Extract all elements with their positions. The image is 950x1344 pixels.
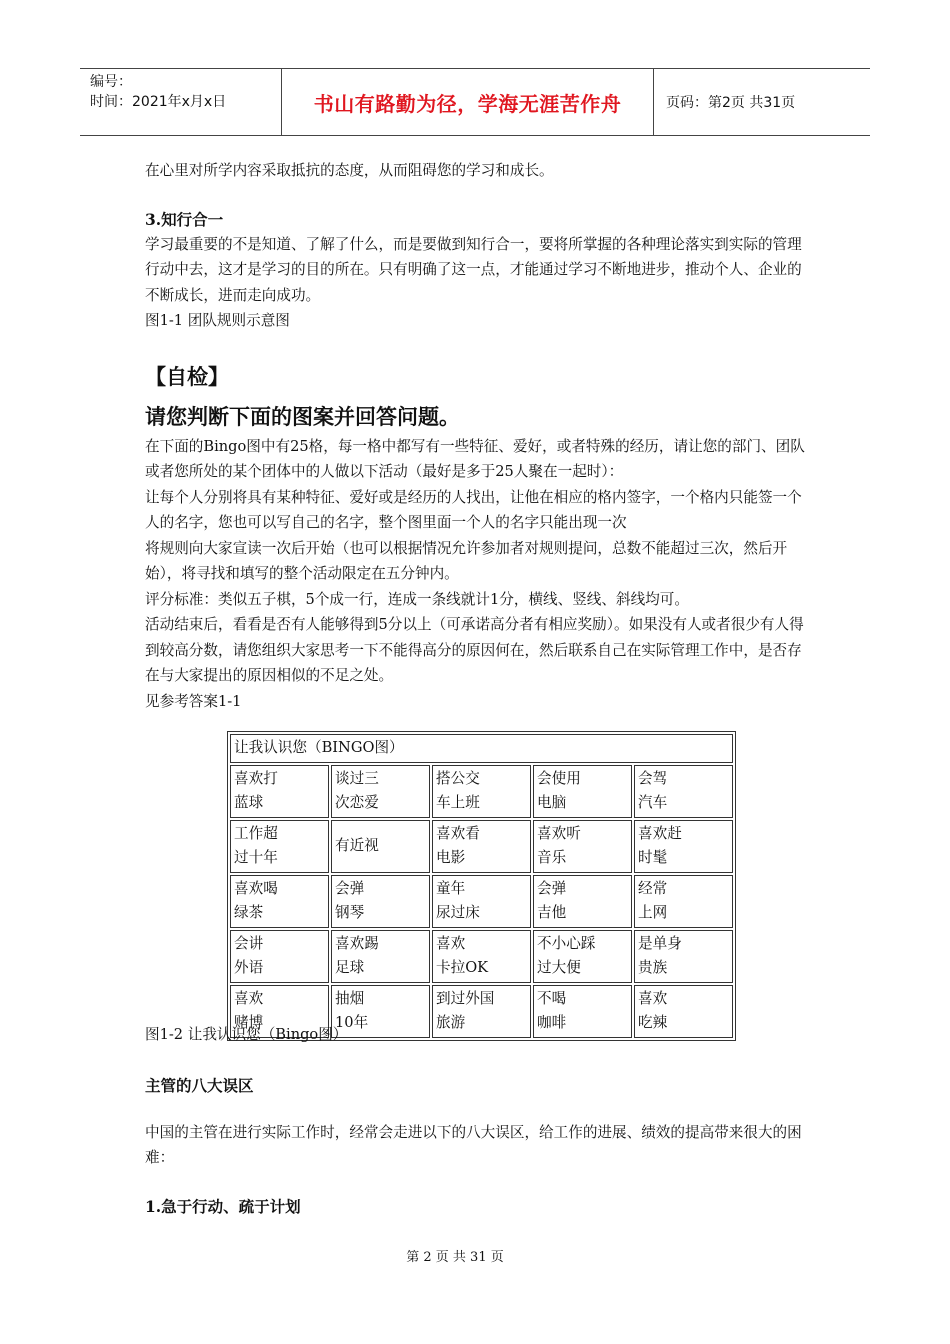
- bingo-cell-line: 抽烟: [335, 989, 365, 1007]
- bingo-cell-line: 喜欢: [638, 989, 668, 1007]
- bingo-cell-line: 经常: [638, 879, 668, 897]
- bingo-cell-line: 过大便: [537, 959, 581, 976]
- paragraph-eight-pitfalls: 中国的主管在进行实际工作时，经常会走进以下的八大误区，给工作的进展、绩效的提高带来很大的困难：: [145, 1123, 802, 1166]
- heading-question: 请您判断下面的图案并回答问题。: [145, 403, 460, 429]
- bingo-cell: [331, 930, 430, 983]
- page-footer: [0, 1246, 950, 1265]
- bingo-cell: [634, 820, 733, 873]
- bingo-cell: [331, 875, 430, 928]
- reference-answer: 见参考答案1-1: [145, 692, 242, 710]
- bingo-cell-line: 赌博: [234, 1014, 264, 1031]
- bingo-cell: [533, 765, 632, 818]
- paragraph-bingo-rule: 让每个人分别将具有某种特征、爱好或是经历的人找出，让他在相应的格内签字，一个格内只能签一个人的名字，您也可以写自己的名字，整个图里面一个人的名字只能出现一次: [145, 488, 802, 531]
- header-date: 时间：2021年x月x日: [90, 94, 227, 110]
- bingo-row: [230, 820, 733, 873]
- bingo-cell-line: 喜欢看: [436, 824, 480, 842]
- paragraph-resistance: 在心里对所学内容采取抵抗的态度，从而阻碍您的学习和成长。: [145, 162, 554, 179]
- bingo-cell-line: 喜欢听: [537, 824, 581, 842]
- paragraph-after-activity: 活动结束后，看看是否有人能够得到5分以上（可承诺高分者有相应奖励）。如果没有人或者很少有人得到较高分数，请您组织大家思考一下不能得高分的原因何在，然后联系自己在实际管理工作中，是否存在与大家提出的原因相似的不足之处。: [145, 616, 804, 684]
- bingo-cell-line: 咖啡: [537, 1014, 567, 1031]
- bingo-cell: [432, 875, 531, 928]
- bingo-cell: [634, 875, 733, 928]
- footer-page-number: 第 2 页 共 31 页: [406, 1250, 504, 1265]
- paragraph-scoring: 评分标准：类似五子棋，5个成一行，连成一条线就计1分，横线、竖线、斜线均可。: [145, 590, 689, 608]
- bingo-cell-line: 足球: [335, 959, 365, 976]
- header-motto-cell: [282, 69, 654, 135]
- bingo-cell-line: 喜欢: [436, 934, 466, 952]
- bingo-cell-line: 电脑: [537, 794, 567, 811]
- bingo-cell-line: 会弹: [335, 879, 365, 897]
- bingo-cell: [533, 930, 632, 983]
- bingo-cell-line: 上网: [638, 904, 668, 921]
- bingo-cell-line: 到过外国: [436, 989, 495, 1007]
- bingo-cell-line: 会弹: [537, 879, 567, 897]
- heading-pitfall-1: 1.急于行动、疏于计划: [145, 1196, 301, 1216]
- bingo-row: [230, 930, 733, 983]
- bingo-cell-line: 吃辣: [638, 1014, 668, 1031]
- bingo-cell-line: 10年: [335, 1014, 369, 1031]
- bingo-cell-line: 不喝: [537, 989, 567, 1007]
- bingo-cell: [230, 820, 329, 873]
- bingo-cell-line: 次恋爱: [335, 794, 379, 811]
- header-meta: [80, 69, 282, 135]
- figure-caption-1-2: 图1-2 让我认识您（Bingo图）: [145, 1026, 348, 1043]
- bingo-cell-line: 不小心踩: [537, 934, 596, 952]
- paragraph-bingo-start: 将规则向大家宣读一次后开始（也可以根据情况允许参加者对规则提问，总数不能超过三次，然后开始），将寻找和填写的整个活动限定在五分钟内。: [145, 539, 788, 582]
- bingo-cell-line: 吉他: [537, 904, 567, 921]
- heading-zhixing-heyi: 3.知行合一: [145, 209, 224, 229]
- heading-self-check: 【自检】: [145, 363, 229, 389]
- bingo-cell: [634, 765, 733, 818]
- bingo-cell-line: 谈过三: [335, 769, 379, 787]
- bingo-cell-line: 是单身: [638, 934, 682, 952]
- bingo-title: 让我认识您（BINGO图）: [230, 734, 733, 763]
- bingo-cell-line: 童年: [436, 879, 466, 897]
- bingo-cell-line: 会讲: [234, 934, 264, 952]
- bingo-cell-line: 会驾: [638, 769, 668, 787]
- bingo-cell-line: 绿茶: [234, 904, 264, 921]
- bingo-cell-line: 车上班: [436, 794, 480, 811]
- bingo-cell-line: 蓝球: [234, 794, 264, 811]
- bingo-cell-line: 过十年: [234, 849, 278, 866]
- bingo-cell-line: 电影: [436, 849, 466, 866]
- bingo-cell-line: 尿过床: [436, 904, 480, 921]
- bingo-cell: [331, 765, 430, 818]
- bingo-cell-line: 卡拉OK: [436, 959, 489, 976]
- bingo-title-row: [230, 734, 733, 763]
- bingo-cell-line: 有近视: [335, 836, 379, 854]
- page-header: [80, 68, 870, 136]
- bingo-cell-line: 贵族: [638, 959, 668, 976]
- bingo-cell-line: 搭公交: [436, 769, 480, 787]
- bingo-cell-line: 汽车: [638, 794, 668, 811]
- header-motto: 书山有路勤为径，学海无涯苦作舟: [313, 91, 622, 116]
- bingo-cell: [634, 930, 733, 983]
- bingo-cell: [533, 820, 632, 873]
- document-body: [145, 158, 815, 714]
- bingo-cell-line: 旅游: [436, 1014, 466, 1031]
- header-page-info-cell: [654, 69, 870, 135]
- bingo-row: [230, 875, 733, 928]
- bingo-cell-line: 钢琴: [335, 904, 365, 921]
- bingo-cell-line: 喜欢: [234, 989, 264, 1007]
- bingo-table: [227, 731, 736, 1041]
- bingo-cell-line: 喜欢喝: [234, 879, 278, 897]
- bingo-cell: [230, 765, 329, 818]
- header-number: 编号：: [90, 74, 132, 90]
- bingo-cell: [230, 875, 329, 928]
- bingo-cell-line: 工作超: [234, 824, 278, 842]
- bingo-cell: [432, 930, 531, 983]
- document-body-lower: [145, 1022, 815, 1219]
- paragraph-bingo-intro: 在下面的Bingo图中有25格，每一格中都写有一些特征、爱好，或者特殊的经历，请让您的部门、团队或者您所处的某个团体中的人做以下活动（最好是多于25人聚在一起时）：: [145, 437, 805, 480]
- bingo-cell-line: 喜欢赶: [638, 824, 682, 842]
- figure-caption-1-1: 图1-1 团队规则示意图: [145, 312, 290, 329]
- bingo-cell: [432, 820, 531, 873]
- bingo-cell-line: 喜欢打: [234, 769, 278, 787]
- bingo-cell: [533, 875, 632, 928]
- bingo-cell: [230, 930, 329, 983]
- bingo-cell-line: 音乐: [537, 849, 567, 866]
- bingo-cell-line: 会使用: [537, 769, 581, 787]
- paragraph-zhixing: 学习最重要的不是知道、了解了什么，而是要做到知行合一，要将所掌握的各种理论落实到实际的管理行动中去，这才是学习的目的所在。只有明确了这一点，才能通过学习不断地进步，推动个人、企业的不断成长，进而走向成功。: [145, 235, 802, 304]
- bingo-cell-line: 时髦: [638, 849, 668, 866]
- bingo-cell: [432, 765, 531, 818]
- bingo-cell: [331, 820, 430, 873]
- header-page-info: 页码：第2页 共31页: [666, 95, 796, 111]
- heading-eight-pitfalls: 主管的八大误区: [145, 1075, 254, 1095]
- bingo-row: [230, 765, 733, 818]
- bingo-cell-line: 外语: [234, 959, 264, 976]
- bingo-cell-line: 喜欢踢: [335, 934, 379, 952]
